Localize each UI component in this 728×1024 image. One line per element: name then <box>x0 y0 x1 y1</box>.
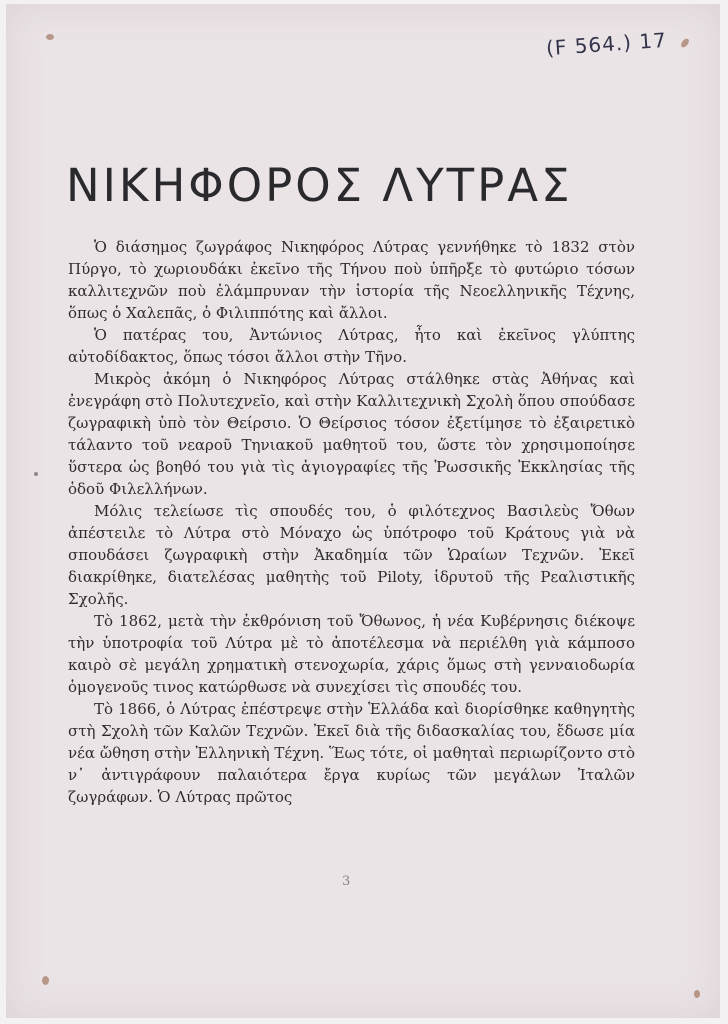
paragraph-1: Ὁ διάσημος ζωγράφος Νικηφόρος Λύτρας γεννήθηκε τὸ 1832 στὸν Πύργο, τὸ χωριουδάκι ἐκεῖνο τῆς Τήνου ποὺ ὑπῆρξε τὸ φυτώριο τόσων καλλιτεχνῶν ποὺ ἐλάμπρυναν τὴν ἱστορία τῆς Νεοελληνικῆς Τέχνης, ὅπως ὁ Χαλεπᾶς, ὁ Φιλιππότης καὶ ἄλλοι. <box>68 238 635 322</box>
rust-stain-bottom-left <box>42 976 49 985</box>
article-body <box>68 236 635 808</box>
paragraph-2: Ὁ πατέρας του, Ἀντώνιος Λύτρας, ἦτο καὶ ἐκεῖνος γλύπτης αὐτοδίδακτος, ὅπως τόσοι ἄλλοι στὴν Τῆνο. <box>68 326 635 366</box>
paragraph-3: Μικρὸς ἀκόμη ὁ Νικηφόρος Λύτρας στάλθηκε στὰς Ἀθήνας καὶ ἐνεγράφη στὸ Πολυτεχνεῖο, καὶ στὴν Καλλιτεχνικὴ Σχολὴ ὅπου σπούδασε ζωγραφικὴ ὑπὸ τὸν Θείρσιο. Ὁ Θείρσιος τόσον ἐξετίμησε τὸ ἐξαιρετικὸ τάλαντο τοῦ νεαροῦ Τηνιακοῦ μαθητοῦ του, ὥστε τὸν χρησιμοποίησε ὕστερα ὡς βοηθό του γιὰ τὶς ἁγιογραφίες τῆς Ῥωσσικῆς Ἐκκλησίας τῆς ὁδοῦ Φιλελλήνων. <box>68 370 635 498</box>
handwritten-reference: (F 564.) 17 <box>545 27 668 61</box>
document-page <box>6 4 720 1018</box>
page-title: ΝΙΚΗΦΟΡΟΣ ΛΥΤΡΑΣ <box>66 159 573 212</box>
paragraph-5: Τὸ 1862, μετὰ τὴν ἐκθρόνιση τοῦ Ὄθωνος, ἡ νέα Κυβέρνησις διέκοψε τὴν ὑποτροφία τοῦ Λύτρα μὲ τὸ ἀποτέλεσμα νὰ περιέλθη γιὰ κάμποσο καιρὸ σὲ μεγάλη χρηματικὴ στενοχωρία, χάρις ὅμως στὴ γενναιοδωρία ὁμογενοῦς τινος κατώρθωσε νὰ συνεχίσει τὶς σπουδές του. <box>68 612 635 696</box>
rust-stain-top-right <box>679 37 690 49</box>
rust-stain-bottom-right <box>694 990 700 998</box>
paragraph-4: Μόλις τελείωσε τὶς σπουδές του, ὁ φιλότεχνος Βασιλεὺς Ὄθων ἀπέστειλε τὸ Λύτρα στὸ Μόναχο ὡς ὑπότροφο τοῦ Κράτους γιὰ νὰ σπουδάσει ζωγραφικὴ στὴν Ἀκαδημία τῶν Ὡραίων Τεχνῶν. Ἐκεῖ διακρίθηκε, διατελέσας μαθητὴς τοῦ Piloty, ἱδρυτοῦ τῆς Ρεαλιστικῆς Σχολῆς. <box>68 502 635 608</box>
paper-speck <box>34 472 38 476</box>
paragraph-6: Τὸ 1866, ὁ Λύτρας ἐπέστρεψε στὴν Ἑλλάδα καὶ διορίσθηκε καθηγητὴς στὴ Σχολὴ τῶν Καλῶν Τεχνῶν. Ἐκεῖ διὰ τῆς διδασκαλίας του, ἔδωσε μία νέα ὤθηση στὴν Ἑλληνικὴ Τέχνη. Ἕως τότε, οἱ μαθηταὶ περιωρίζοντο στὸ ν᾽ ἀντιγράφουν παλαιότερα ἔργα κυρίως τῶν μεγάλων Ἰταλῶν ζωγράφων. Ὁ Λύτρας πρῶτος <box>68 700 635 806</box>
rust-stain-top-left <box>46 34 54 40</box>
page-number: 3 <box>342 874 351 889</box>
